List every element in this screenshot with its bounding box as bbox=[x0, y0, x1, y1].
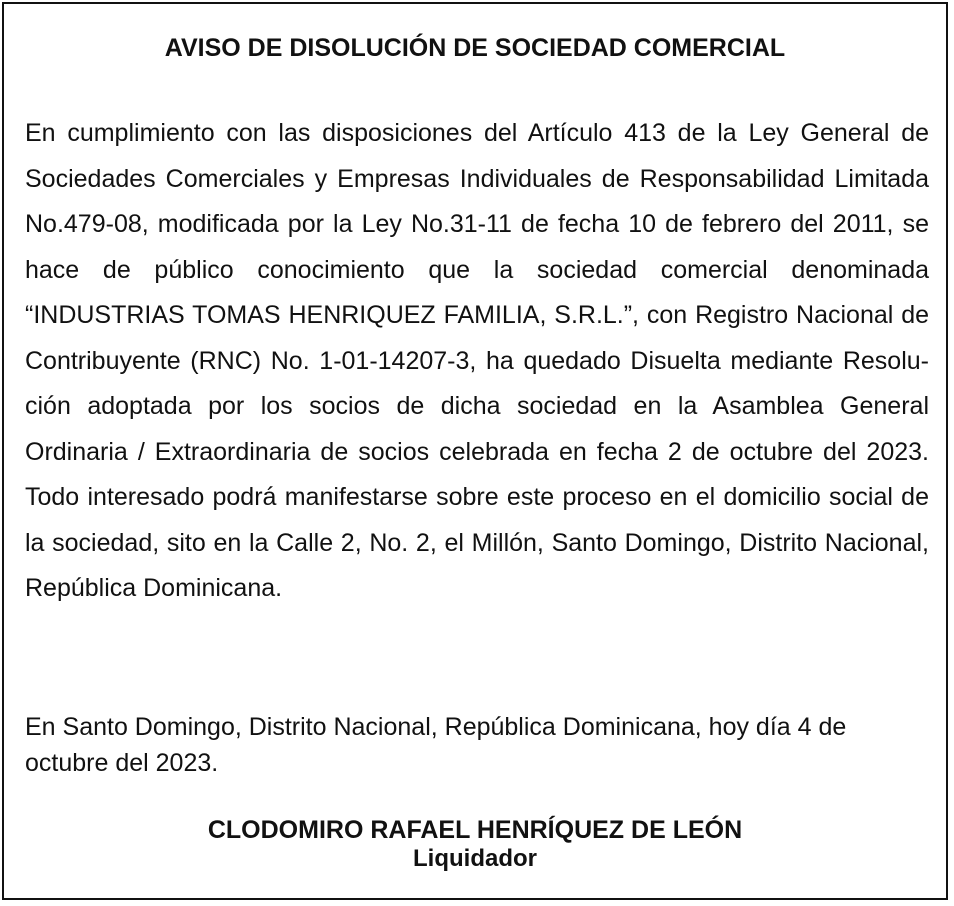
signer-role: Liquidador bbox=[413, 845, 537, 872]
notice-body-paragraph: En cumplimiento con las disposiciones del Artículo 413 de la Ley General de Sociedades Comerciales y Empresas Individuales de Responsabilidad Limitada No.479-08, modificada por la Ley No.31-11 de fecha 10 de febrero del 2011, se hace de público conocimiento que la sociedad comercial denominada “INDUSTRIAS TOMAS HENRIQUEZ FAMILIA, S.R.L.”, con Registro Nacional de Contribuyente (RNC) No. 1-01-14207-3, ha quedado Disuelta mediante Resolución adoptada por los socios de dicha sociedad en la Asamblea General Ordinaria / Extraordinaria de socios celebrada en fecha 2 de octubre del 2023. Todo interesado podrá manifestarse sobre este proceso en el domicilio social de la sociedad, sito en la Calle 2, No. 2, el Millón, Santo Domingo, Distrito Nacional, República Dominicana. bbox=[25, 119, 929, 602]
notice-frame bbox=[2, 2, 948, 900]
notice-closing-paragraph: En Santo Domingo, Distrito Nacional, República Dominicana, hoy día 4 de octubre del 2023. bbox=[25, 713, 847, 777]
signature-block bbox=[4, 814, 946, 872]
notice-title: AVISO DE DISOLUCIÓN DE SOCIEDAD COMERCIAL bbox=[164, 34, 786, 62]
signer-name: CLODOMIRO RAFAEL HENRÍQUEZ DE LEÓN bbox=[207, 816, 743, 844]
